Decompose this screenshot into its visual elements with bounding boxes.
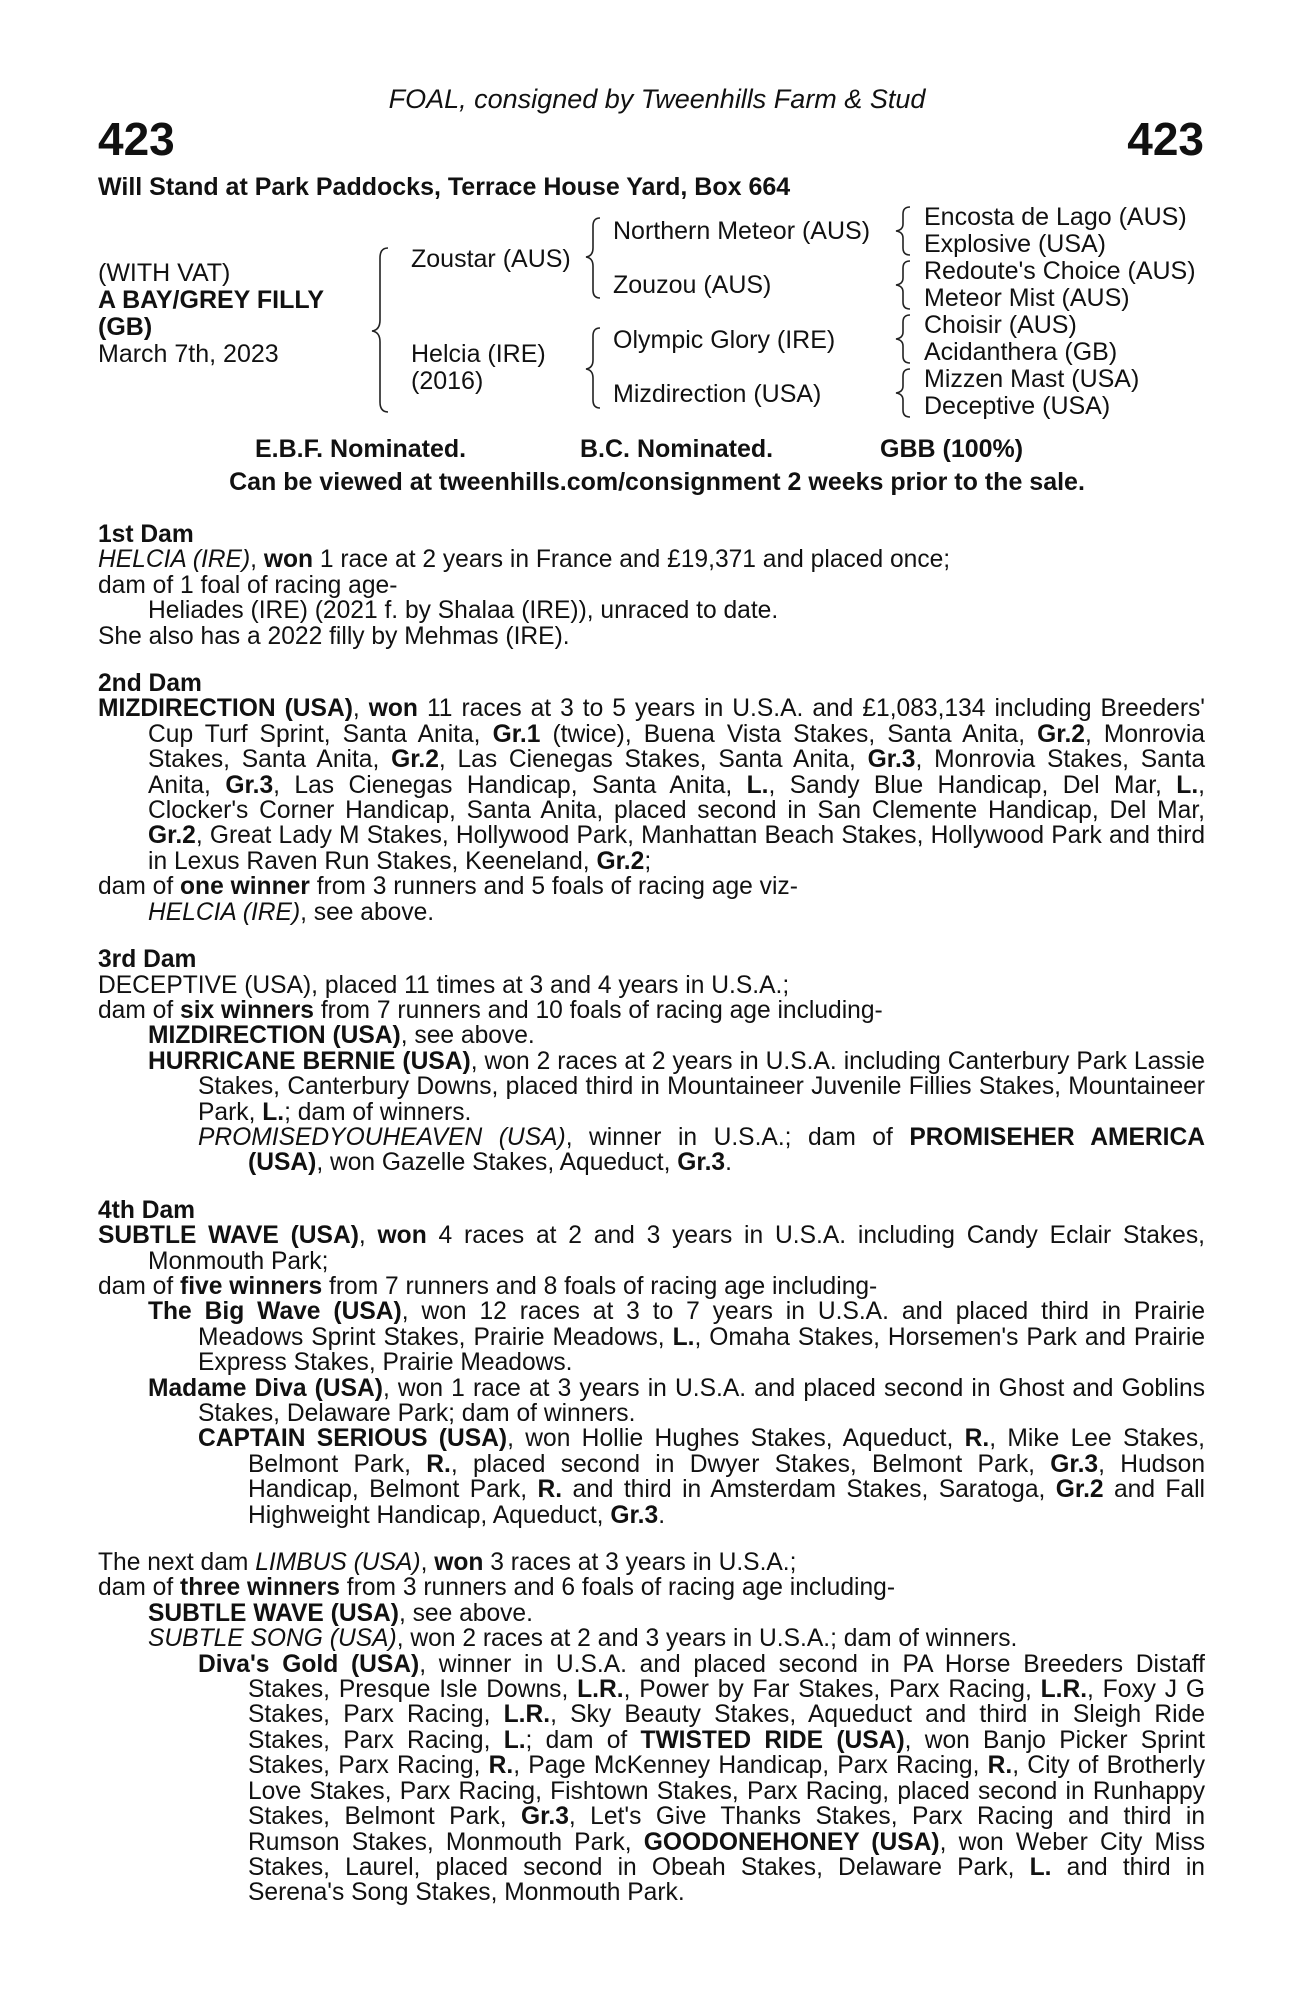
foaling-date: March 7th, 2023 <box>98 340 279 368</box>
first-dam-won: won <box>263 546 313 574</box>
first-dam-heading: 1st Dam <box>98 521 194 548</box>
gbb-rating: GBB (100%) <box>880 435 1024 463</box>
lot-number-right: 423 <box>1127 113 1204 165</box>
dam-year: (2016) <box>411 367 484 395</box>
ancestor-8: Deceptive (USA) <box>924 392 1111 420</box>
fourth-dam-produce: dam of five winners from 7 runners and 8 foals of racing age including- <box>98 1272 878 1300</box>
fourth-dam-offspring-1: The Big Wave (USA), won 12 races at 3 to 7 years in U.S.A. and placed third in Prairie Meadows Sprint Stakes, Prairie Meadows, L., Omaha Stakes, Horsemen's Park and Prairie Express Stakes, Prairie Meadows. <box>148 1298 1205 1377</box>
first-dam-text: 1 race at 2 years in France and £19,371 and placed once; <box>319 546 951 574</box>
third-dam-grand-offspring: PROMISEDYOUHEAVEN (USA), winner in U.S.A.; dam of PROMISEHER AMERICA (USA), won Gazelle Stakes, Aqueduct, Gr.3. <box>198 1123 1205 1177</box>
viewing-note: Can be viewed at tweenhills.com/consignment 2 weeks prior to the sale. <box>229 468 1085 496</box>
first-dam-name: HELCIA (IRE) <box>98 546 251 574</box>
dam-name: Helcia (IRE) <box>411 340 546 368</box>
sire-sire: Northern Meteor (AUS) <box>613 217 871 245</box>
second-dam-name: MIZDIRECTION (USA) <box>98 695 353 723</box>
ancestor-7: Mizzen Mast (USA) <box>924 365 1140 393</box>
next-dam-grand-offspring: Diva's Gold (USA), winner in U.S.A. and placed second in PA Horse Breeders Distaff Stakes, Presque Isle Downs, L.R., Power by Far Stakes, Parx Racing, L.R., Foxy J G Stakes, Parx Racing, L.R., Sky Beauty Stakes, Aqueduct and third in Sleigh Ride Stakes, Parx Racing, L.; dam of TWISTED RIDE (USA), won Banjo Picker Sprint Stakes, Parx Racing, R., Page McKenney Handicap, Parx Racing, R., City of Brotherly Love Stakes, Parx Racing, Fishtown Stakes, Parx Racing, placed second in Runhappy Stakes, Belmont Park, Gr.3, Let's Give Thanks Stakes, Parx Racing and third in Rumson Stakes, Monmouth Park, GOODONEHONEY (USA), won Weber City Miss Stakes, Laurel, placed second in Obeah Stakes, Delaware Park, L. and third in Serena's Song Stakes, Monmouth Park. <box>198 1650 1206 1907</box>
third-dam-heading: 3rd Dam <box>98 946 197 974</box>
horse-description: A BAY/GREY FILLY <box>98 286 324 314</box>
ancestor-2: Explosive (USA) <box>924 230 1106 258</box>
third-dam-record: DECEPTIVE (USA), placed 11 times at 3 and 4 years in U.S.A.; <box>98 971 790 999</box>
first-dam-produce: dam of 1 foal of racing age- <box>98 571 398 599</box>
first-dam-also: She also has a 2022 filly by Mehmas (IRE). <box>98 622 570 650</box>
ancestor-5: Choisir (AUS) <box>924 311 1077 339</box>
third-dam-offspring-1: MIZDIRECTION (USA), see above. <box>148 1022 535 1050</box>
second-dam-won: won <box>368 695 418 723</box>
next-dam-offspring-2: SUBTLE SONG (USA), won 2 races at 2 and 3 years in U.S.A.; dam of winners. <box>148 1625 1018 1653</box>
next-dam-offspring-1: SUBTLE WAVE (USA), see above. <box>148 1599 533 1627</box>
stand-location: Will Stand at Park Paddocks, Terrace House Yard, Box 664 <box>98 173 791 201</box>
second-dam-heading: 2nd Dam <box>98 670 202 698</box>
dam-sire: Olympic Glory (IRE) <box>613 326 836 354</box>
second-dam-record: MIZDIRECTION (USA), won 11 races at 3 to 5 years in U.S.A. and £1,083,134 including Breeders' Cup Turf Sprint, Santa Anita, Gr.1 (twice), Buena Vista Stakes, Santa Anita, Gr.2, Monrovia Stakes, Santa Anita, Gr.2, Las Cienegas Stakes, Santa Anita, Gr.3, Monrovia Stakes, Santa Anita, Gr.3, Las Cienegas Handicap, Santa Anita, L., Sandy Blue Handicap, Del Mar, L., Clocker's Corner Handicap, Santa Anita, placed second in San Clemente Handicap, Del Mar, Gr.2, Great Lady M Stakes, Hollywood Park, Manhattan Beach Stakes, Hollywood Park and third in Lexus Raven Run Stakes, Keeneland, Gr.2; <box>98 695 1206 875</box>
sire-dam: Zouzou (AUS) <box>613 271 772 299</box>
next-dam-produce: dam of three winners from 3 runners and 6 foals of racing age including- <box>98 1574 896 1602</box>
third-dam-offspring-2: HURRICANE BERNIE (USA), won 2 races at 2 years in U.S.A. including Canterbury Park Lassie Stakes, Canterbury Downs, placed third in Mountaineer Juvenile Fillies Stakes, Mountaineer Park, L.; dam of winners. <box>148 1047 1205 1126</box>
consignor-line: FOAL, consigned by Tweenhills Farm & Stud <box>388 84 926 114</box>
dam-records <box>98 522 1205 1906</box>
first-dam-record: HELCIA (IRE), won 1 race at 2 years in France and £19,371 and placed once; <box>98 546 951 574</box>
bc-nomination: B.C. Nominated. <box>580 435 774 463</box>
vat-label: (WITH VAT) <box>98 259 231 287</box>
ancestor-6: Acidanthera (GB) <box>924 338 1118 366</box>
ancestor-4: Meteor Mist (AUS) <box>924 284 1130 312</box>
ancestor-3: Redoute's Choice (AUS) <box>924 257 1196 285</box>
dam-dam: Mizdirection (USA) <box>613 380 822 408</box>
first-dam-foal: Heliades (IRE) (2021 f. by Shalaa (IRE)), unraced to date. <box>148 597 779 625</box>
second-dam-offspring: HELCIA (IRE), see above. <box>148 898 435 926</box>
fourth-dam-record: SUBTLE WAVE (USA), won 4 races at 2 and 3 years in U.S.A. including Candy Eclair Stakes, Monmouth Park; <box>98 1222 1205 1275</box>
fourth-dam-offspring-2: Madame Diva (USA), won 1 race at 3 years in U.S.A. and placed second in Ghost and Goblins Stakes, Delaware Park; dam of winners. <box>148 1374 1205 1427</box>
lot-number-left: 423 <box>98 113 175 165</box>
fourth-dam-grand-offspring: CAPTAIN SERIOUS (USA), won Hollie Hughes Stakes, Aqueduct, R., Mike Lee Stakes, Belmont Park, R., placed second in Dwyer Stakes, Belmont Park, Gr.3, Hudson Handicap, Belmont Park, R. and third in Amsterdam Stakes, Saratoga, Gr.2 and Fall Highweight Handicap, Aqueduct, Gr.3. <box>198 1425 1206 1529</box>
ancestor-1: Encosta de Lago (AUS) <box>924 203 1187 231</box>
horse-country: (GB) <box>98 313 153 341</box>
next-dam-record: The next dam LIMBUS (USA), won 3 races at 3 years in U.S.A.; <box>98 1549 797 1577</box>
second-dam-produce: dam of one winner from 3 runners and 5 foals of racing age viz- <box>98 873 798 901</box>
ebf-nomination: E.B.F. Nominated. <box>255 435 467 463</box>
third-dam-produce: dam of six winners from 7 runners and 10 foals of racing age including- <box>98 996 883 1024</box>
sire-name: Zoustar (AUS) <box>411 245 571 273</box>
fourth-dam-heading: 4th Dam <box>98 1196 196 1224</box>
